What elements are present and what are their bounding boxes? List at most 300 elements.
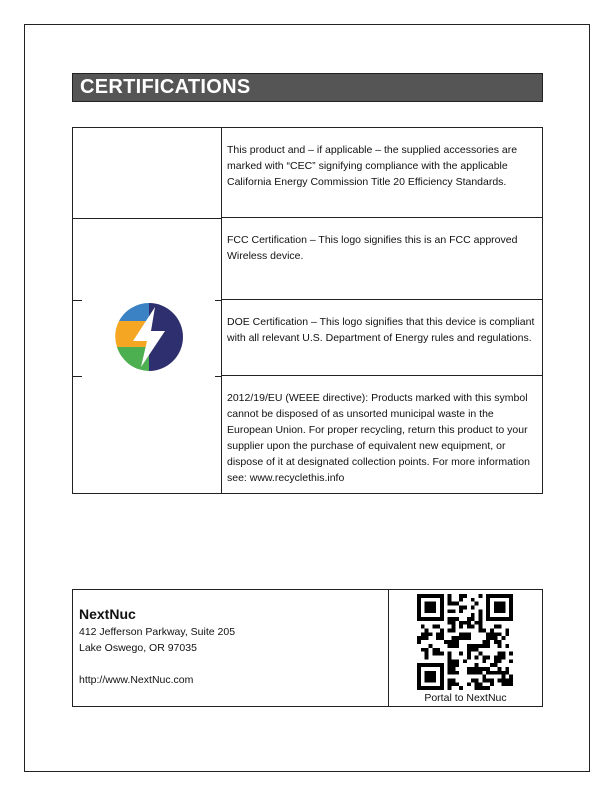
qr-module <box>455 617 459 621</box>
qr-module <box>429 594 433 598</box>
qr-module <box>459 606 463 610</box>
qr-module <box>498 659 502 663</box>
qr-module <box>429 675 433 679</box>
qr-caption: Portal to NextNuc <box>424 692 507 704</box>
qr-module <box>498 606 502 610</box>
qr-code-icon[interactable] <box>415 594 515 690</box>
qr-module <box>490 629 494 633</box>
left-divider <box>72 376 82 377</box>
qr-module <box>501 682 505 686</box>
qr-module <box>501 617 505 621</box>
qr-module <box>498 640 502 644</box>
qr-module <box>486 644 490 648</box>
qr-module <box>501 678 505 682</box>
qr-module <box>494 663 498 667</box>
qr-module <box>478 594 482 598</box>
qr-module <box>417 686 421 690</box>
qr-module <box>440 652 444 656</box>
qr-module <box>471 613 475 617</box>
qr-module <box>448 629 452 633</box>
qr-module <box>463 621 467 625</box>
qr-module <box>459 632 463 636</box>
qr-module <box>429 602 433 606</box>
qr-module <box>478 686 482 690</box>
qr-module <box>432 671 436 675</box>
brand-logo <box>81 298 217 376</box>
qr-module <box>471 648 475 652</box>
qr-module <box>455 644 459 648</box>
qr-module <box>505 594 509 598</box>
qr-module <box>478 667 482 671</box>
qr-module <box>417 594 421 598</box>
qr-module <box>459 625 463 629</box>
qr-module <box>432 602 436 606</box>
qr-module <box>475 686 479 690</box>
qr-module <box>509 652 513 656</box>
qr-module <box>452 625 456 629</box>
qr-module <box>463 594 467 598</box>
qr-module <box>429 686 433 690</box>
qr-module <box>509 609 513 613</box>
qr-module <box>475 678 479 682</box>
qr-module <box>448 655 452 659</box>
qr-module <box>478 682 482 686</box>
qr-module <box>452 621 456 625</box>
qr-module <box>421 594 425 598</box>
qr-module <box>459 686 463 690</box>
qr-module <box>417 640 421 644</box>
qr-module <box>417 609 421 613</box>
qr-module <box>494 625 498 629</box>
qr-module <box>498 652 502 656</box>
qr-module <box>440 671 444 675</box>
qr-module <box>467 671 471 675</box>
qr-module <box>421 625 425 629</box>
qr-module <box>425 632 429 636</box>
qr-module <box>482 667 486 671</box>
qr-module <box>494 636 498 640</box>
qr-module <box>494 671 498 675</box>
cert-text: FCC Certification – This logo signifies this is an FCC approved Wireless device. <box>227 234 518 262</box>
qr-module <box>455 640 459 644</box>
qr-module <box>486 671 490 675</box>
qr-module <box>448 617 452 621</box>
qr-module <box>455 682 459 686</box>
qr-module <box>501 655 505 659</box>
qr-module <box>455 602 459 606</box>
qr-module <box>432 686 436 690</box>
qr-module <box>463 632 467 636</box>
qr-module <box>421 632 425 636</box>
qr-module <box>478 652 482 656</box>
qr-module <box>509 678 513 682</box>
qr-module <box>505 678 509 682</box>
qr-module <box>494 602 498 606</box>
qr-module <box>490 671 494 675</box>
qr-module <box>436 648 440 652</box>
qr-module <box>482 686 486 690</box>
qr-module <box>455 636 459 640</box>
qr-module <box>509 606 513 610</box>
qr-module <box>452 640 456 644</box>
qr-module <box>471 617 475 621</box>
qr-module <box>490 636 494 640</box>
qr-module <box>440 594 444 598</box>
company-info <box>79 604 235 688</box>
qr-module <box>482 640 486 644</box>
qr-module <box>448 663 452 667</box>
qr-module <box>448 682 452 686</box>
qr-module <box>425 629 429 633</box>
qr-module <box>440 602 444 606</box>
qr-module <box>440 667 444 671</box>
qr-module <box>459 594 463 598</box>
qr-module <box>452 678 456 682</box>
qr-module <box>509 659 513 663</box>
qr-module <box>478 625 482 629</box>
qr-module <box>432 625 436 629</box>
qr-module <box>505 671 509 675</box>
qr-module <box>478 644 482 648</box>
qr-module <box>467 652 471 656</box>
qr-module <box>490 617 494 621</box>
qr-module <box>459 609 463 613</box>
qr-module <box>440 613 444 617</box>
qr-module <box>471 625 475 629</box>
qr-module <box>467 682 471 686</box>
qr-module <box>463 659 467 663</box>
cert-text: DOE Certification – This logo signifies that this device is compliant with all relevant U.S. Department of Energy rules and regulations. <box>227 316 535 344</box>
qr-module <box>448 644 452 648</box>
address-line-2: Lake Oswego, OR 97035 <box>79 642 197 654</box>
qr-module <box>425 648 429 652</box>
qr-module <box>486 598 490 602</box>
qr-module <box>448 678 452 682</box>
qr-module <box>467 636 471 640</box>
qr-cell <box>388 590 542 706</box>
qr-module <box>448 671 452 675</box>
qr-module <box>452 663 456 667</box>
qr-module <box>452 659 456 663</box>
qr-module <box>494 606 498 610</box>
qr-module <box>478 617 482 621</box>
qr-module <box>505 667 509 671</box>
qr-module <box>501 602 505 606</box>
qr-module <box>467 617 471 621</box>
qr-module <box>505 617 509 621</box>
qr-module <box>494 609 498 613</box>
qr-module <box>486 594 490 598</box>
qr-module <box>471 678 475 682</box>
qr-module <box>494 632 498 636</box>
qr-module <box>432 648 436 652</box>
qr-module <box>486 678 490 682</box>
qr-module <box>467 644 471 648</box>
qr-module <box>478 613 482 617</box>
certifications-table <box>72 127 543 494</box>
qr-module <box>417 663 421 667</box>
qr-module <box>421 648 425 652</box>
qr-module <box>486 617 490 621</box>
qr-module <box>486 632 490 636</box>
qr-module <box>482 675 486 679</box>
qr-module <box>501 606 505 610</box>
qr-module <box>498 625 502 629</box>
qr-module <box>459 598 463 602</box>
qr-module <box>498 617 502 621</box>
qr-module <box>429 609 433 613</box>
qr-module <box>475 667 479 671</box>
qr-module <box>429 632 433 636</box>
qr-module <box>429 663 433 667</box>
qr-module <box>452 602 456 606</box>
qr-module <box>440 632 444 636</box>
qr-module <box>486 686 490 690</box>
qr-module <box>436 594 440 598</box>
qr-module <box>509 598 513 602</box>
qr-module <box>448 594 452 598</box>
qr-module <box>448 652 452 656</box>
qr-module <box>440 686 444 690</box>
qr-module <box>448 602 452 606</box>
qr-module <box>448 686 452 690</box>
qr-module <box>486 613 490 617</box>
qr-module <box>425 655 429 659</box>
cert-text: 2012/19/EU (WEEE directive): Products marked with this symbol cannot be disposed of as unsorted municipal waste in the European Union. For proper recycling, return this product to your supplier upon the purchase of equivalent new equipment, or dispose of it at designated collection points. For more information see: www.recyclethis.info <box>227 392 530 484</box>
qr-module <box>432 652 436 656</box>
qr-module <box>486 640 490 644</box>
qr-module <box>478 671 482 675</box>
qr-module <box>505 629 509 633</box>
qr-module <box>448 598 452 602</box>
qr-module <box>467 632 471 636</box>
qr-module <box>432 663 436 667</box>
qr-module <box>425 652 429 656</box>
qr-module <box>498 655 502 659</box>
qr-module <box>425 609 429 613</box>
qr-module <box>440 609 444 613</box>
qr-module <box>452 671 456 675</box>
company-footer <box>72 589 543 707</box>
qr-module <box>432 675 436 679</box>
cert-row-doe <box>221 300 542 376</box>
qr-module <box>478 629 482 633</box>
qr-module <box>417 613 421 617</box>
qr-module <box>459 636 463 640</box>
qr-module <box>471 644 475 648</box>
qr-module <box>463 606 467 610</box>
qr-module <box>436 632 440 636</box>
qr-module <box>467 655 471 659</box>
qr-module <box>459 652 463 656</box>
qr-module <box>467 621 471 625</box>
qr-module <box>436 625 440 629</box>
address-line-1: 412 Jefferson Parkway, Suite 205 <box>79 626 236 638</box>
qr-module <box>490 632 494 636</box>
qr-module <box>425 617 429 621</box>
qr-module <box>432 678 436 682</box>
qr-module <box>505 632 509 636</box>
qr-module <box>436 652 440 656</box>
qr-module <box>498 667 502 671</box>
qr-module <box>498 609 502 613</box>
qr-module <box>494 659 498 663</box>
qr-module <box>486 667 490 671</box>
qr-module <box>475 648 479 652</box>
qr-module <box>471 671 475 675</box>
qr-module <box>494 594 498 598</box>
page-title: CERTIFICATIONS <box>72 73 543 102</box>
qr-module <box>444 640 448 644</box>
left-divider <box>215 376 221 377</box>
qr-module <box>501 652 505 656</box>
qr-module <box>498 602 502 606</box>
qr-module <box>505 682 509 686</box>
qr-module <box>429 606 433 610</box>
qr-module <box>436 636 440 640</box>
qr-module <box>478 621 482 625</box>
qr-module <box>455 663 459 667</box>
qr-module <box>440 617 444 621</box>
qr-module <box>498 594 502 598</box>
qr-module <box>425 636 429 640</box>
qr-module <box>475 644 479 648</box>
qr-module <box>475 671 479 675</box>
qr-module <box>448 640 452 644</box>
qr-module <box>425 686 429 690</box>
qr-module <box>490 682 494 686</box>
cert-text: This product and – if applicable – the supplied accessories are marked with “CEC” signifying compliance with the applicable California Energy Commission Title 20 Efficiency Standards. <box>227 144 518 188</box>
qr-module <box>436 686 440 690</box>
qr-module <box>475 602 479 606</box>
qr-module <box>440 629 444 633</box>
qr-module <box>471 606 475 610</box>
qr-module <box>429 678 433 682</box>
qr-module <box>501 609 505 613</box>
qr-module <box>448 659 452 663</box>
qr-module <box>436 663 440 667</box>
qr-module <box>455 659 459 663</box>
qr-module <box>417 606 421 610</box>
qr-module <box>490 594 494 598</box>
qr-module <box>498 678 502 682</box>
qr-module <box>429 617 433 621</box>
qr-module <box>482 644 486 648</box>
qr-module <box>448 667 452 671</box>
qr-module <box>509 613 513 617</box>
qr-module <box>509 675 513 679</box>
qr-module <box>501 636 505 640</box>
qr-module <box>432 609 436 613</box>
qr-module <box>471 598 475 602</box>
qr-module <box>509 594 513 598</box>
qr-module <box>436 617 440 621</box>
qr-module <box>448 621 452 625</box>
qr-module <box>471 667 475 671</box>
qr-module <box>440 675 444 679</box>
qr-module <box>452 667 456 671</box>
qr-module <box>486 655 490 659</box>
qr-module <box>509 617 513 621</box>
qr-module <box>417 667 421 671</box>
qr-module <box>421 663 425 667</box>
qr-module <box>429 644 433 648</box>
qr-module <box>440 682 444 686</box>
cert-row-weee <box>221 376 542 495</box>
qr-module <box>459 621 463 625</box>
qr-module <box>421 636 425 640</box>
qr-module <box>452 644 456 648</box>
qr-module <box>425 678 429 682</box>
qr-module <box>452 636 456 640</box>
qr-module <box>440 663 444 667</box>
qr-module <box>425 602 429 606</box>
qr-module <box>421 617 425 621</box>
qr-module <box>440 678 444 682</box>
qr-module <box>486 609 490 613</box>
qr-module <box>440 598 444 602</box>
qr-module <box>429 671 433 675</box>
qr-module <box>417 617 421 621</box>
qr-module <box>440 636 444 640</box>
qr-module <box>452 609 456 613</box>
lightning-bolt-logo-icon <box>113 301 185 373</box>
qr-module <box>425 671 429 675</box>
qr-module <box>432 617 436 621</box>
qr-module <box>467 667 471 671</box>
qr-module <box>509 682 513 686</box>
qr-module <box>417 671 421 675</box>
qr-module <box>417 678 421 682</box>
qr-module <box>455 671 459 675</box>
qr-module <box>498 644 502 648</box>
qr-module <box>505 644 509 648</box>
qr-module <box>448 609 452 613</box>
qr-module <box>501 594 505 598</box>
cert-row-fcc <box>221 218 542 300</box>
qr-module <box>417 682 421 686</box>
qr-module <box>425 606 429 610</box>
qr-module <box>498 671 502 675</box>
qr-module <box>475 663 479 667</box>
qr-module <box>494 655 498 659</box>
qr-module <box>425 594 429 598</box>
qr-module <box>494 617 498 621</box>
website-link[interactable]: http://www.NextNuc.com <box>79 674 194 686</box>
qr-module <box>486 606 490 610</box>
qr-module <box>478 609 482 613</box>
qr-module <box>509 602 513 606</box>
qr-module <box>425 663 429 667</box>
qr-module <box>475 621 479 625</box>
qr-module <box>421 686 425 690</box>
qr-module <box>467 648 471 652</box>
qr-module <box>490 663 494 667</box>
qr-module <box>501 675 505 679</box>
qr-module <box>482 629 486 633</box>
qr-module <box>486 602 490 606</box>
qr-module <box>463 636 467 640</box>
qr-module <box>417 602 421 606</box>
qr-module <box>432 606 436 610</box>
qr-module <box>417 598 421 602</box>
qr-module <box>452 682 456 686</box>
qr-module <box>482 659 486 663</box>
qr-module <box>425 675 429 679</box>
qr-module <box>467 625 471 629</box>
qr-module <box>494 640 498 644</box>
qr-module <box>501 671 505 675</box>
